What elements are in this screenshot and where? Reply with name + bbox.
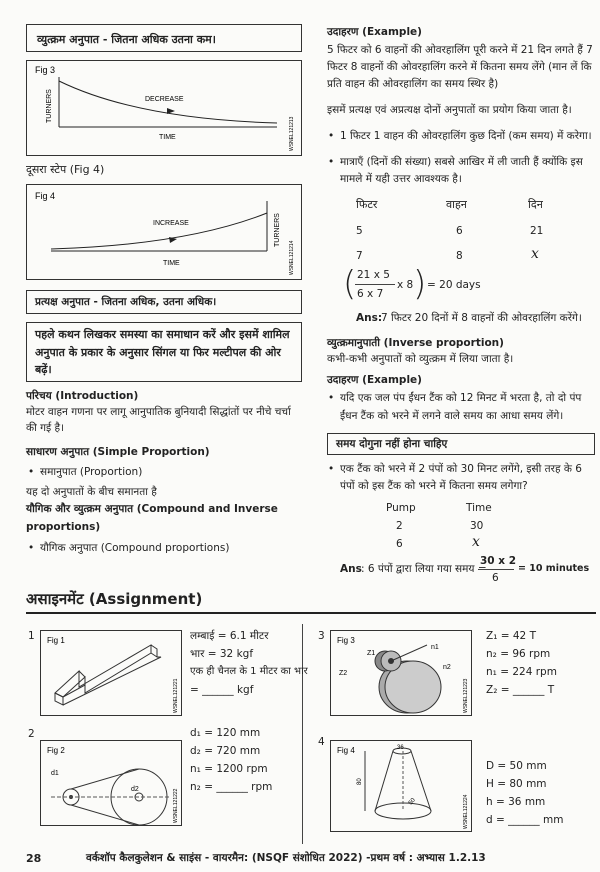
fraction-result: = 20 days (427, 279, 481, 291)
q3-z2-label: Z2 (339, 670, 348, 677)
q2-line: d₁ = 120 mm (190, 727, 261, 739)
q4-fig-label: Fig 4 (337, 746, 355, 755)
ans2-numerator: 30 x 2 (480, 555, 517, 567)
fraction-expression: ( 21 x 5 6 x 7 x 8 ) = 20 days (343, 264, 481, 304)
q2-d2-label: d2 (131, 786, 139, 793)
q3-answer: Z₂ = ______ T (486, 684, 555, 696)
fig3-yaxis: TURNERS (46, 89, 53, 123)
table-header-fitter: फिटर (356, 198, 378, 211)
fraction-multiplier: x 8 (397, 279, 414, 291)
pump-cell: 2 (396, 520, 403, 532)
pump-cell: 30 (470, 520, 484, 532)
page-number: 28 (26, 852, 42, 865)
q4-fig-code: WSNEL121224 (463, 794, 469, 829)
q1-fig-label: Fig 1 (47, 636, 65, 645)
inverse-heading-box (26, 24, 302, 52)
q3-n2-label: n2 (443, 664, 451, 671)
advice-text: पहले कथन लिखकर समस्या का समाधान करें और इसमें शामिल अनुपात के प्रकार के अनुसार सिंगल या फिर मल्टीपल की ओर बढ़ें। (35, 328, 290, 377)
fig3-curve: DECREASE (145, 96, 184, 103)
footer-title: वर्कशॉप कैलकुलेशन & साइंस - वायरमैन: (NSQF संशोधित 2022) -प्रथम वर्ष : अभ्यास 1.2.13 (86, 852, 486, 864)
fig4-svg (27, 185, 303, 281)
fraction-numerator: 21 x 5 (357, 269, 390, 281)
q2-fig-code: WSNEL121222 (173, 788, 179, 823)
pump-cell: 6 (396, 538, 403, 550)
intro-heading: परिचय (Introduction) (26, 390, 139, 402)
q1-figure (40, 630, 182, 716)
q2-fig-label: Fig 2 (47, 746, 65, 755)
q3-fig-label: Fig 3 (337, 636, 355, 645)
example2-bullet: • यदि एक जल पंप ईंधन टैंक को 12 मिनट में भरता है, तो दो पंप ईंधन टैंक को भरने में लगने वाले समय का आधा समय लेंगे। (340, 390, 598, 426)
q2-d1-label: d1 (51, 770, 59, 777)
fig3-label: Fig 3 (35, 65, 56, 75)
ans2-denominator: 6 (492, 572, 499, 584)
fig4-label: Fig 4 (35, 191, 56, 201)
ans2-label: Ans (340, 563, 362, 575)
table-header-vehicle: वाहन (446, 198, 467, 211)
fig4-curve: INCREASE (153, 220, 189, 227)
example-heading: उदाहरण (Example) (327, 26, 422, 38)
fig3-graph (26, 60, 302, 156)
fraction-denominator: 6 x 7 (357, 288, 384, 300)
q4-d-dim: 50 (407, 797, 417, 807)
fig3-svg (27, 61, 303, 157)
q4-top-dim: 36 (397, 745, 404, 751)
q4-answer: d = ______ mm (486, 814, 564, 826)
table-header-days: दिन (528, 198, 543, 211)
q3-number: 3 (318, 630, 325, 642)
step2-text: दूसरा स्टेप (Fig 4) (26, 163, 105, 176)
ans2-text: : 6 पंपों द्वारा लिया गया समय = (361, 563, 487, 575)
assignment-divider (302, 624, 303, 844)
q4-number: 4 (318, 736, 325, 748)
table-cell: x (531, 246, 539, 262)
bullet-2: • मात्राएँ (दिनों की संख्या) सबसे आखिर में ली जाती हैं क्योंकि इस मामले में यही उत्तर आवश्यक है। (340, 154, 598, 188)
table-cell: 8 (456, 250, 463, 262)
q3-figure (330, 630, 472, 716)
table-cell: 21 (530, 225, 544, 237)
direct-heading-box (26, 290, 302, 314)
q3-line: n₂ = 96 rpm (486, 648, 551, 660)
ans2-fraction-bar (478, 569, 514, 570)
inverse-heading: व्युत्क्रम अनुपात - जितना अधिक उतना कम। (37, 33, 216, 46)
double-heading-box (327, 433, 595, 455)
bullet-1: • 1 फिटर 1 वाहन की ओवरहालिंग कुछ दिनों (कम समय) में करेगा। (340, 128, 598, 144)
time-header: Time (466, 502, 492, 514)
simple-bullet: • समानुपात (Proportion) (40, 466, 142, 479)
q3-z1-label: Z1 (367, 650, 376, 657)
example-text: 5 फिटर को 6 वाहनों की ओवरहालिंग पूरी करने में 21 दिन लगते हैं 7 फिटर 8 वाहनों की ओवरहालिंग करने में कितना समय लेंगे (मान लें कि प्रति वाहन की ओवरहालिंग का समय स्थिर है) (327, 44, 593, 90)
ans2-result: = 10 minutes (518, 563, 590, 574)
q2-figure (40, 740, 182, 826)
table-cell: 5 (356, 225, 363, 237)
inverse-prop-text: कभी-कभी अनुपातों को व्युत्क्रम में लिया जाता है। (327, 353, 514, 365)
fig4-graph (26, 184, 302, 280)
fig4-xaxis: TIME (163, 260, 180, 267)
table-cell: 7 (356, 250, 363, 262)
q3-line: Z₁ = 42 T (486, 630, 536, 642)
q2-line: n₁ = 1200 rpm (190, 763, 268, 775)
q2-number: 2 (28, 728, 35, 740)
ans1-text: 7 फिटर 20 दिनों में 8 वाहनों की ओवरहालिंग करेंगे। (381, 312, 582, 324)
ans1-label: Ans: (356, 312, 383, 324)
table-cell: 6 (456, 225, 463, 237)
assignment-heading: असाइनमेंट (Assignment) (26, 590, 203, 608)
intro-text: मोटर वाहन गणना पर लागू आनुपातिक बुनियादी सिद्धांतों पर नीचे चर्चा की गई है। (26, 406, 291, 435)
q1-line: एक ही चैनल के 1 मीटर का भार (190, 666, 308, 677)
fig3-xaxis: TIME (159, 134, 176, 141)
compound-heading: यौगिक और व्युत्क्रम अनुपात (Compound and Inverse proportions) (26, 503, 278, 534)
compound-bullet: • यौगिक अनुपात (Compound proportions) (40, 542, 229, 555)
simple-heading: साधारण अनुपात (Simple Proportion) (26, 446, 210, 458)
inverse-prop-heading: व्युत्क्रमानुपाती (Inverse proportion) (327, 337, 504, 349)
q1-fig-code: WSNEL121221 (173, 678, 179, 713)
advice-box (26, 322, 302, 382)
q2-line: d₂ = 720 mm (190, 745, 261, 757)
q3-line: n₁ = 224 rpm (486, 666, 557, 678)
q4-line: D = 50 mm (486, 760, 547, 772)
q3-n1-label: n1 (431, 644, 439, 651)
fig3-code: WSNEL121213 (289, 116, 295, 151)
pump-cell: x (472, 534, 480, 550)
fig4-code: WSNEL121214 (289, 240, 295, 275)
q1-line: भार = 32 kgf (190, 648, 254, 660)
q1-line: लम्बाई = 6.1 मीटर (190, 630, 269, 642)
q4-line: h = 36 mm (486, 796, 546, 808)
q1-number: 1 (28, 630, 35, 642)
direct-heading: प्रत्यक्ष अनुपात - जितना अधिक, उतना अधिक। (35, 296, 217, 308)
fig4-yaxis: TURNERS (274, 213, 281, 247)
q4-figure (330, 740, 472, 832)
q4-h-dim: 80 (357, 778, 363, 785)
pump-header: Pump (386, 502, 416, 514)
simple-text: यह दो अनुपातों के बीच समानता है (26, 486, 157, 498)
q3-fig-code: WSNEL121223 (463, 678, 469, 713)
example2-heading: उदाहरण (Example) (327, 374, 422, 386)
both-used-text: इसमें प्रत्यक्ष एवं अप्रत्यक्ष दोनों अनुपातों का प्रयोग किया जाता है। (327, 104, 572, 116)
double-bullet: • एक टैंक को भरने में 2 पंपों को 30 मिनट लगेंगे, इसी तरह के 6 पंपों को इस टैंक को भरने में कितना समय लगेगा? (340, 461, 598, 495)
double-heading: समय दोगुना नहीं होना चाहिए (336, 438, 448, 450)
q2-answer: n₂ = ______ rpm (190, 781, 273, 793)
assignment-rule (26, 612, 596, 614)
q4-line: H = 80 mm (486, 778, 547, 790)
q1-answer: = ______ kgf (190, 684, 254, 696)
